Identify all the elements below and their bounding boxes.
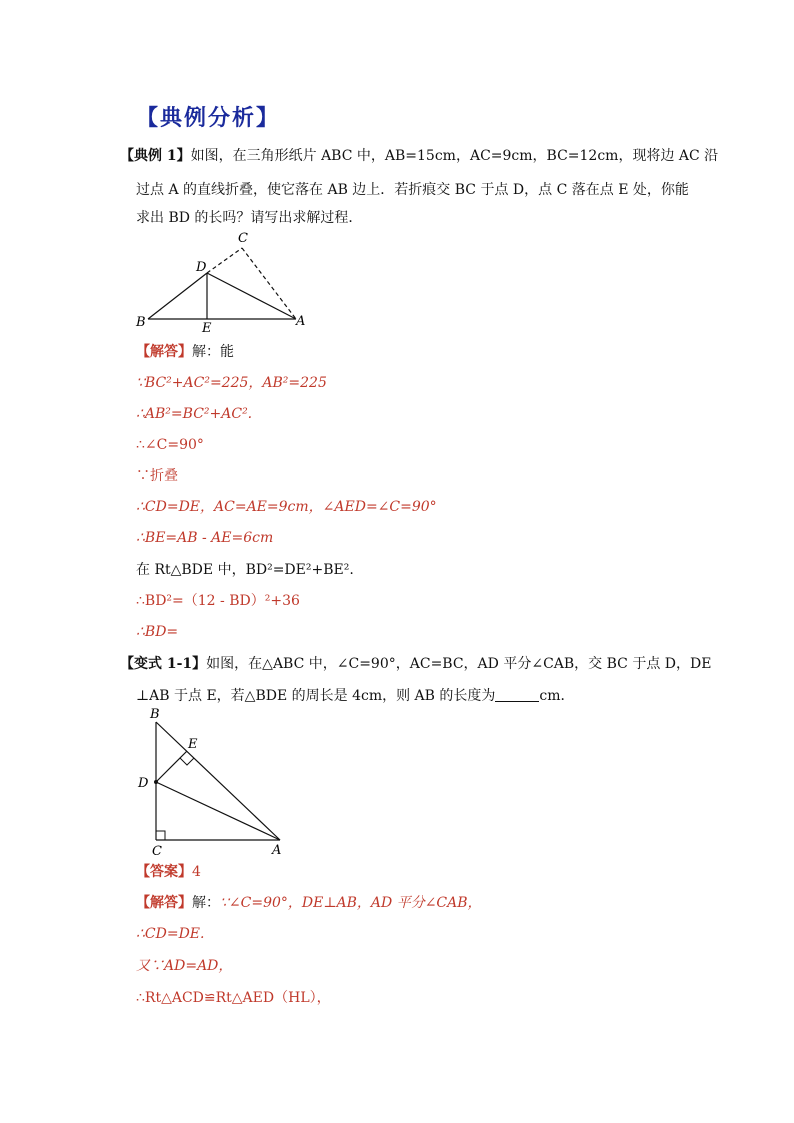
label-B: B bbox=[136, 315, 146, 330]
example1-tag: 【典例 1】 bbox=[120, 148, 191, 164]
label-C: C bbox=[238, 231, 248, 246]
variant1-line1 bbox=[120, 654, 711, 674]
segment-BD bbox=[148, 273, 207, 319]
label-C: C bbox=[152, 844, 162, 858]
example1-figure bbox=[130, 228, 320, 338]
variant1-solution-intro: 解： bbox=[192, 895, 220, 911]
segment-CA-dashed bbox=[242, 248, 296, 319]
variant1-answer-value: 4 bbox=[192, 864, 201, 880]
example1-step: ∴BE=AB - AE=6cm bbox=[136, 530, 274, 546]
variant1-step: ∴CD=DE. bbox=[136, 926, 205, 942]
example1-step: ∵BC²+AC²=225，AB²=225 bbox=[136, 375, 327, 391]
variant1-tag: 【变式 1-1】 bbox=[120, 656, 207, 672]
variant1-step: 又∵AD=AD， bbox=[136, 958, 233, 974]
right-angle-mark-C bbox=[156, 831, 165, 840]
example1-text1: 如图，在三角形纸片 ABC 中，AB=15cm，AC=9cm，BC=12cm，现将边 AC 沿 bbox=[190, 148, 719, 164]
example1-step: ∴AB²=BC²+AC². bbox=[136, 406, 253, 422]
example1-step: ∴∠C=90° bbox=[136, 437, 204, 453]
example1-line2: 过点 A 的直线折叠，使它落在 AB 边上．若折痕交 BC 于点 D，点 C 落在点 E 处，你能 bbox=[136, 182, 689, 198]
section-heading: 【典例分析】 bbox=[136, 105, 281, 131]
label-D: D bbox=[196, 260, 207, 275]
example1-step: ∴CD=DE，AC=AE=9cm，∠AED=∠C=90° bbox=[136, 499, 437, 515]
example1-answer-intro: 解：能 bbox=[192, 344, 234, 360]
example1-step: ∵折叠 bbox=[136, 468, 178, 484]
label-E: E bbox=[202, 321, 212, 336]
label-D: D bbox=[138, 776, 149, 791]
label-B: B bbox=[150, 707, 160, 722]
variant1-text1: 如图，在△ABC 中，∠C=90°，AC=BC，AD 平分∠CAB，交 BC 于点 D，DE bbox=[206, 656, 712, 672]
variant1-step: ∵∠C=90°，DE⊥AB，AD 平分∠CAB， bbox=[220, 895, 482, 911]
variant1-line2 bbox=[136, 686, 575, 706]
segment-DE bbox=[156, 751, 187, 782]
segment-DC-dashed bbox=[207, 248, 242, 273]
right-angle-mark-E bbox=[180, 758, 194, 765]
variant1-answer-line bbox=[136, 862, 201, 882]
example1-line3: 求出 BD 的长吗？请写出求解过程． bbox=[136, 210, 363, 226]
segment-DA bbox=[207, 273, 296, 319]
example1-line1 bbox=[120, 146, 718, 166]
example1-step: ∴BD²=（12 - BD）²+36 bbox=[136, 593, 300, 609]
label-A: A bbox=[272, 843, 282, 858]
example1-answer-line bbox=[136, 342, 234, 362]
point-D bbox=[154, 780, 158, 784]
variant1-solution-line bbox=[136, 893, 482, 913]
segment-BA bbox=[156, 722, 280, 840]
variant1-text2: ⊥AB 于点 E，若△BDE 的周长是 4cm，则 AB 的长度为 bbox=[136, 688, 496, 704]
variant1-step: ∴Rt△ACD≌Rt△AED（HL）， bbox=[136, 990, 331, 1006]
variant1-text2-unit: cm． bbox=[539, 688, 575, 704]
example1-step: 在 Rt△BDE 中，BD²=DE²+BE². bbox=[136, 562, 354, 578]
variant1-figure bbox=[132, 706, 292, 858]
variant1-solution-tag: 【解答】 bbox=[136, 895, 192, 911]
label-E: E bbox=[188, 737, 198, 752]
variant1-answer-tag: 【答案】 bbox=[136, 864, 192, 880]
label-A: A bbox=[296, 314, 306, 329]
example1-answer-tag: 【解答】 bbox=[136, 344, 192, 360]
segment-DA bbox=[156, 782, 280, 840]
answer-blank bbox=[495, 687, 539, 702]
example1-step: ∴BD= bbox=[136, 624, 179, 640]
